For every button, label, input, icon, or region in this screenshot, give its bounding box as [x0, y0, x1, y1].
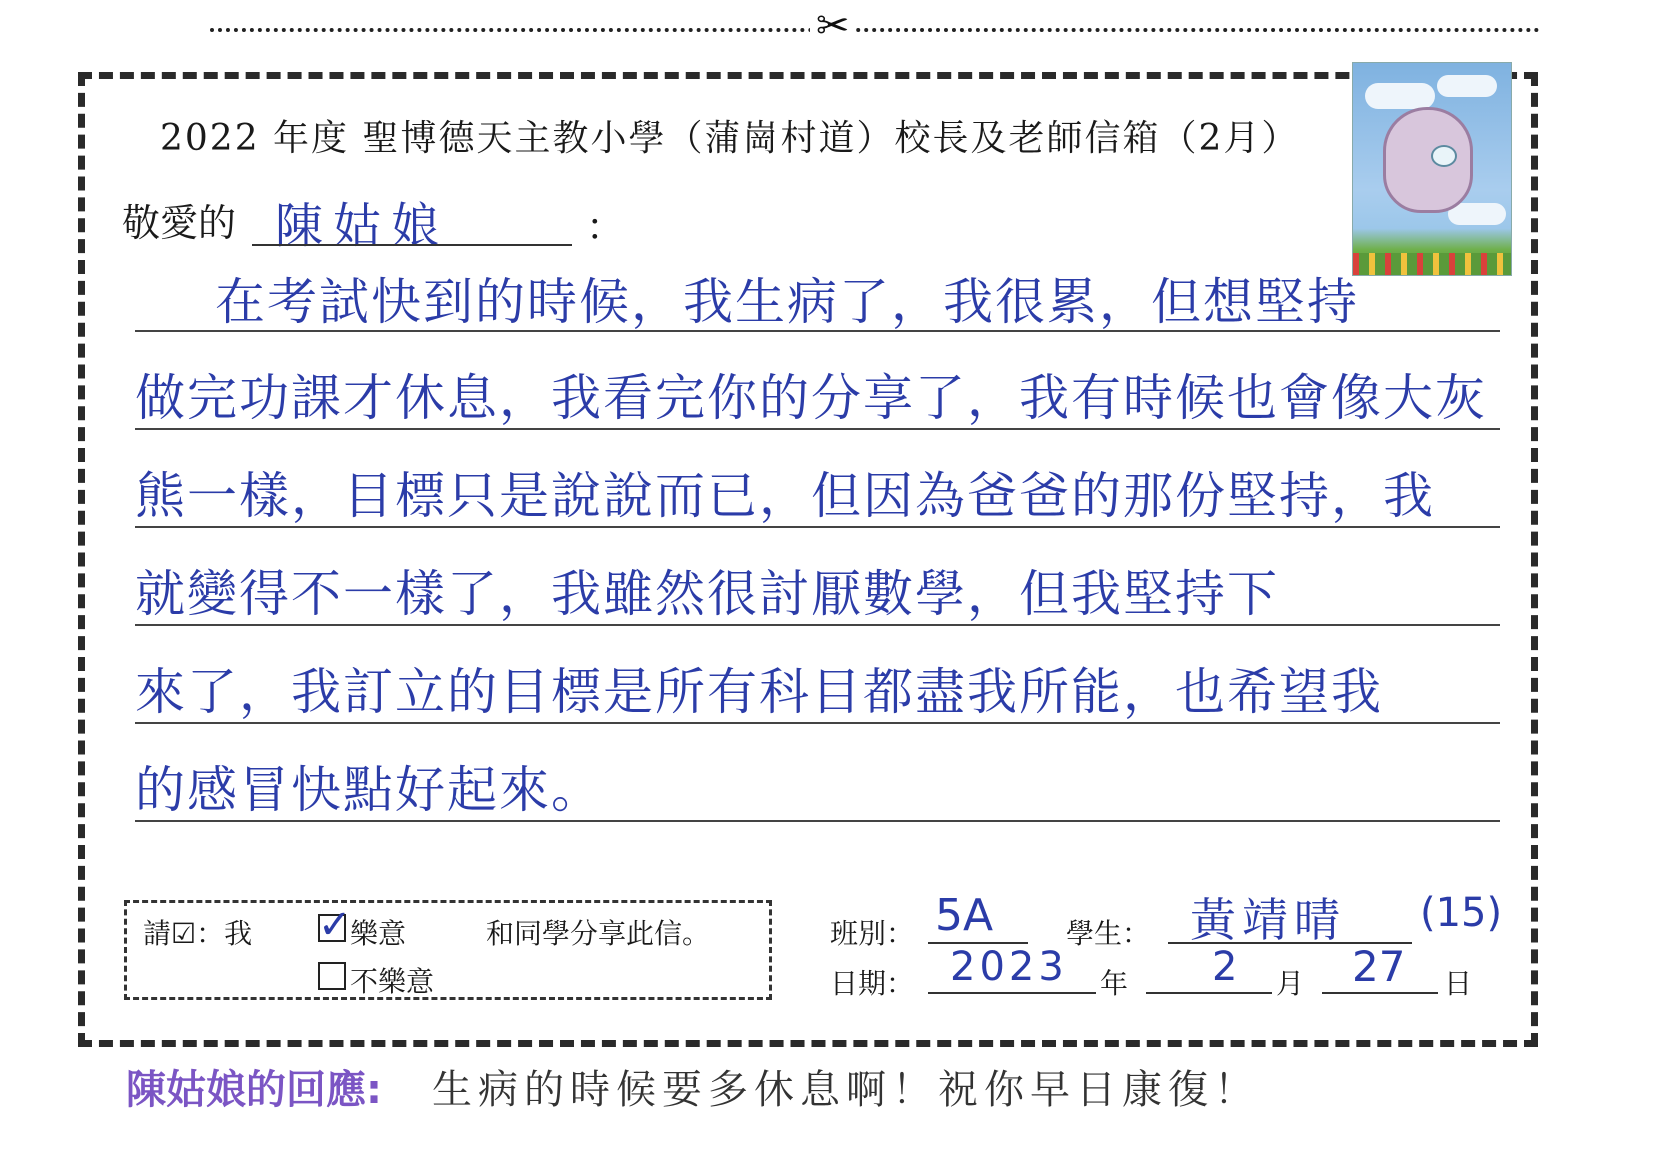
share-yes-label: 樂意: [350, 917, 407, 950]
student-number: (15): [1420, 890, 1503, 936]
day-unit: 日: [1444, 967, 1473, 1000]
cut-line: [210, 28, 1540, 44]
share-prefix: 請☑：我: [143, 917, 253, 950]
salutation-colon: ：: [586, 205, 625, 249]
year-unit: 年: [1100, 967, 1129, 1000]
letter-line-3: 熊一樣，目標只是說說而已，但因為爸爸的那份堅持，我: [135, 467, 1435, 525]
scissors-icon: ✂: [810, 6, 856, 46]
day-underline: [1322, 992, 1438, 994]
letter-line-6: 的感冒快點好起來。: [135, 761, 603, 819]
month-unit: 月: [1276, 967, 1305, 1000]
letter-line-5: 來了，我訂立的目標是所有科目都盡我所能，也希望我: [135, 663, 1383, 721]
letter-title: 2022 年度 聖博德天主教小學（蒲崗村道）校長及老師信箱（2月）: [160, 118, 1300, 159]
day-value: 27: [1352, 942, 1406, 991]
ruled-line: [135, 330, 1500, 332]
date-label: 日期：: [830, 967, 915, 1000]
year-underline: [928, 992, 1096, 994]
month-value: 2: [1212, 944, 1238, 990]
reply-label: 陳姑娘的回應:: [126, 1067, 382, 1113]
student-label: 學生：: [1066, 917, 1151, 950]
recipient-name: 陳姑娘: [275, 198, 450, 254]
recipient-underline: [252, 244, 572, 246]
checkmark-icon: ✓: [318, 902, 352, 948]
ruled-line: [135, 820, 1500, 822]
year-value: 2023: [950, 944, 1068, 990]
letter-line-2: 做完功課才休息，我看完你的分享了，我有時候也會像大灰: [135, 369, 1487, 427]
month-underline: [1146, 992, 1272, 994]
student-name: 黃靖晴: [1190, 893, 1346, 947]
reply-text: 生病的時候要多休息啊！祝你早日康復！: [432, 1067, 1260, 1113]
ruled-line: [135, 428, 1500, 430]
salutation: 敬愛的: [122, 201, 237, 245]
ruled-line: [135, 526, 1500, 528]
share-suffix: 和同學分享此信。: [486, 917, 711, 950]
share-no-checkbox[interactable]: [318, 962, 346, 990]
ruled-line: [135, 624, 1500, 626]
ruled-line: [135, 722, 1500, 724]
class-value: 5A: [935, 890, 994, 941]
share-no-label: 不樂意: [350, 965, 435, 998]
class-label: 班別：: [830, 917, 915, 950]
letter-line-1: 在考試快到的時候，我生病了，我很累，但想堅持: [215, 273, 1359, 331]
letter-line-4: 就變得不一樣了，我雖然很討厭數學，但我堅持下: [135, 565, 1279, 623]
stamp-illustration: [1352, 62, 1512, 276]
